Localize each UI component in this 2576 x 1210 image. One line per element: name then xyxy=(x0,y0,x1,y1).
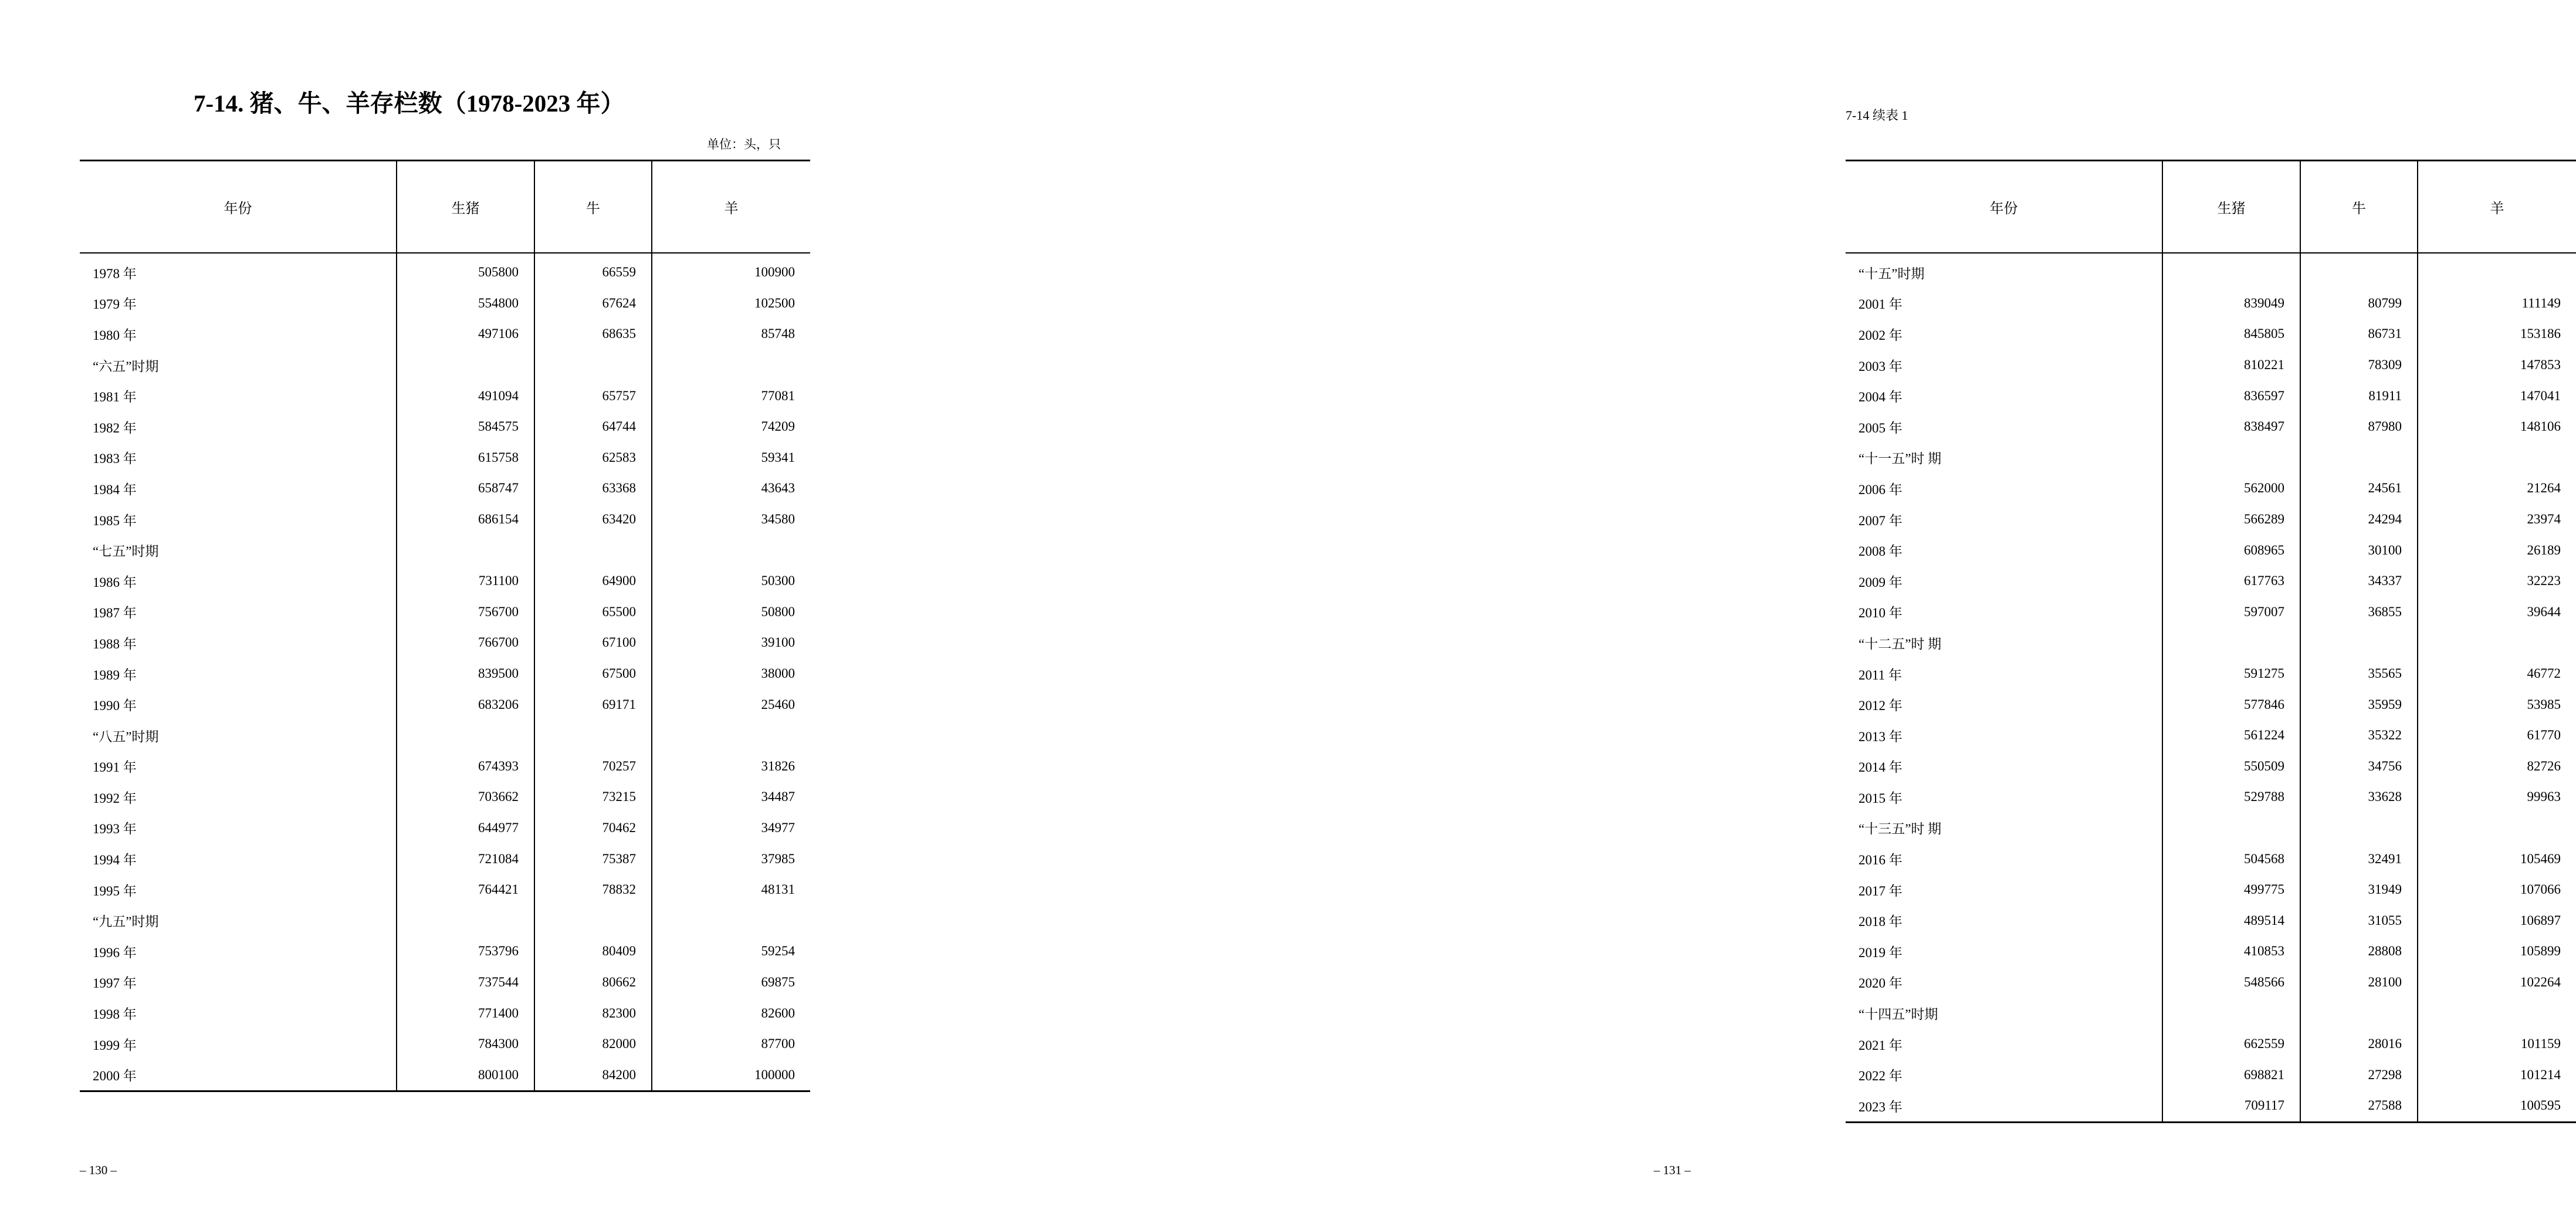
cell-year: 1989 年 xyxy=(93,667,137,682)
table-row xyxy=(80,936,810,967)
cell-sheep: 100900 xyxy=(652,253,810,288)
column-header-cow: 牛 xyxy=(2300,161,2418,254)
cell-year: 2002 年 xyxy=(1859,327,1903,343)
cell-pig: 489514 xyxy=(2162,905,2300,936)
cell-year: 2009 年 xyxy=(1859,574,1903,590)
column-header-sheep: 羊 xyxy=(2418,161,2576,254)
cell-year: 1993 年 xyxy=(93,822,137,837)
cell-year: 1980 年 xyxy=(93,327,137,343)
cell-cow xyxy=(2300,813,2418,844)
cell-sheep: 23974 xyxy=(2418,504,2576,535)
table-row xyxy=(80,504,810,535)
cell-pig: 810221 xyxy=(2162,350,2300,381)
cell-year: “九五”时期 xyxy=(93,914,159,930)
cell-pig xyxy=(397,905,534,936)
cell-cow: 67500 xyxy=(534,658,652,690)
table-row xyxy=(1846,843,2576,874)
cell-sheep: 100000 xyxy=(652,1059,810,1091)
cell-sheep xyxy=(2418,253,2576,288)
table-row xyxy=(80,998,810,1029)
table-row xyxy=(80,535,810,566)
cell-pig: 686154 xyxy=(397,504,534,535)
cell-year: 1994 年 xyxy=(93,853,137,868)
cell-pig xyxy=(2162,813,2300,844)
cell-pig: 709117 xyxy=(2162,1090,2300,1122)
cell-year: 1996 年 xyxy=(93,945,137,960)
cell-year: 1985 年 xyxy=(93,513,137,528)
cell-sheep: 100595 xyxy=(2418,1090,2576,1122)
cell-pig: 591275 xyxy=(2162,658,2300,690)
cell-cow: 28100 xyxy=(2300,967,2418,998)
cell-pig: 410853 xyxy=(2162,936,2300,967)
table-row xyxy=(80,253,810,288)
cell-pig: 491094 xyxy=(397,380,534,411)
cell-year: 1987 年 xyxy=(93,606,137,621)
cell-sheep xyxy=(2418,442,2576,474)
cell-sheep xyxy=(652,905,810,936)
cell-cow: 75387 xyxy=(534,843,652,874)
cell-pig: 550509 xyxy=(2162,751,2300,782)
table-row xyxy=(1846,442,2576,474)
table-row xyxy=(1846,411,2576,442)
cell-cow: 80662 xyxy=(534,967,652,998)
cell-pig: 737544 xyxy=(397,967,534,998)
cell-cow xyxy=(2300,442,2418,474)
cell-pig: 683206 xyxy=(397,689,534,720)
cell-sheep: 37985 xyxy=(652,843,810,874)
cell-pig: 721084 xyxy=(397,843,534,874)
cell-sheep: 61770 xyxy=(2418,720,2576,751)
cell-year: “六五”时期 xyxy=(93,359,159,374)
cell-sheep: 153186 xyxy=(2418,319,2576,350)
column-header-sheep: 羊 xyxy=(652,161,810,254)
cell-sheep: 105899 xyxy=(2418,936,2576,967)
table-row xyxy=(1846,874,2576,905)
column-header-pig: 生猪 xyxy=(2162,161,2300,254)
cell-cow: 30100 xyxy=(2300,535,2418,566)
cell-cow: 36855 xyxy=(2300,597,2418,628)
table-row xyxy=(1846,905,2576,936)
cell-pig xyxy=(397,720,534,751)
cell-cow: 34337 xyxy=(2300,566,2418,597)
column-header-year: 年份 xyxy=(80,161,397,254)
cell-year: 1984 年 xyxy=(93,482,137,497)
cell-pig: 577846 xyxy=(2162,689,2300,720)
cell-cow: 33628 xyxy=(2300,782,2418,813)
cell-cow: 27588 xyxy=(2300,1090,2418,1122)
cell-pig xyxy=(2162,627,2300,658)
cell-cow xyxy=(2300,627,2418,658)
cell-sheep: 147853 xyxy=(2418,350,2576,381)
cell-pig: 836597 xyxy=(2162,380,2300,411)
table-row xyxy=(1846,1059,2576,1090)
table-row xyxy=(1846,319,2576,350)
cell-sheep xyxy=(2418,813,2576,844)
right-page xyxy=(885,0,2561,1210)
cell-sheep: 148106 xyxy=(2418,411,2576,442)
table-row xyxy=(1846,473,2576,504)
cell-pig xyxy=(2162,253,2300,288)
cell-pig: 839500 xyxy=(397,658,534,690)
table-body-left xyxy=(80,253,810,1091)
cell-cow: 67100 xyxy=(534,627,652,658)
cell-year: 1998 年 xyxy=(93,1007,137,1022)
cell-cow: 82300 xyxy=(534,998,652,1029)
cell-sheep: 34580 xyxy=(652,504,810,535)
table-row xyxy=(80,350,810,381)
cell-cow: 64744 xyxy=(534,411,652,442)
cell-sheep: 69875 xyxy=(652,967,810,998)
cell-year: “十三五”时 期 xyxy=(1859,822,1942,837)
cell-pig: 504568 xyxy=(2162,843,2300,874)
table-row xyxy=(1846,689,2576,720)
livestock-table-left xyxy=(80,160,810,1092)
cell-pig xyxy=(397,350,534,381)
cell-sheep: 43643 xyxy=(652,473,810,504)
table-row xyxy=(1846,627,2576,658)
table-header-row xyxy=(80,161,810,254)
table-row xyxy=(1846,1090,2576,1122)
cell-year: 2007 年 xyxy=(1859,513,1903,528)
cell-pig: 644977 xyxy=(397,813,534,844)
cell-sheep: 38000 xyxy=(652,658,810,690)
cell-sheep: 85748 xyxy=(652,319,810,350)
cell-sheep: 111149 xyxy=(2418,288,2576,319)
table-row xyxy=(1846,998,2576,1029)
cell-sheep: 59254 xyxy=(652,936,810,967)
cell-year: “十二五”时 期 xyxy=(1859,636,1942,651)
table-row xyxy=(1846,535,2576,566)
cell-pig: 764421 xyxy=(397,874,534,905)
cell-cow: 62583 xyxy=(534,442,652,474)
cell-sheep: 87700 xyxy=(652,1029,810,1060)
cell-cow: 31055 xyxy=(2300,905,2418,936)
cell-cow: 28808 xyxy=(2300,936,2418,967)
cell-pig: 548566 xyxy=(2162,967,2300,998)
cell-sheep: 31826 xyxy=(652,751,810,782)
cell-pig: 499775 xyxy=(2162,874,2300,905)
cell-year: 1978 年 xyxy=(93,266,137,281)
cell-pig: 505800 xyxy=(397,253,534,288)
cell-year: 2023 年 xyxy=(1846,1090,2162,1122)
cell-cow: 80409 xyxy=(534,936,652,967)
cell-sheep: 34977 xyxy=(652,813,810,844)
table-row xyxy=(80,319,810,350)
cell-year: “十五”时期 xyxy=(1859,266,1925,281)
cell-year: 2020 年 xyxy=(1859,976,1903,991)
cell-pig: 771400 xyxy=(397,998,534,1029)
cell-year: 2004 年 xyxy=(1859,390,1903,405)
table-row xyxy=(80,720,810,751)
cell-pig: 584575 xyxy=(397,411,534,442)
table-row xyxy=(1846,782,2576,813)
table-row xyxy=(1846,751,2576,782)
cell-sheep xyxy=(652,720,810,751)
cell-cow: 24294 xyxy=(2300,504,2418,535)
cell-pig: 497106 xyxy=(397,319,534,350)
cell-sheep: 101159 xyxy=(2418,1029,2576,1060)
left-page xyxy=(0,0,885,1210)
continued-table-label: 7-14 续表 1 xyxy=(1846,108,1908,123)
cell-sheep: 102500 xyxy=(652,288,810,319)
cell-pig: 800100 xyxy=(397,1059,534,1091)
cell-year: 1995 年 xyxy=(93,883,137,898)
cell-cow: 73215 xyxy=(534,782,652,813)
table-row xyxy=(1846,597,2576,628)
cell-year: “八五”时期 xyxy=(93,729,159,744)
cell-cow: 86731 xyxy=(2300,319,2418,350)
cell-cow: 70462 xyxy=(534,813,652,844)
cell-pig: 674393 xyxy=(397,751,534,782)
cell-year: 2012 年 xyxy=(1859,698,1903,714)
page-folio-right: – 131 – xyxy=(1654,1163,1691,1177)
table-row xyxy=(80,905,810,936)
cell-pig: 562000 xyxy=(2162,473,2300,504)
cell-cow: 78309 xyxy=(2300,350,2418,381)
cell-pig: 608965 xyxy=(2162,535,2300,566)
cell-cow: 24561 xyxy=(2300,473,2418,504)
cell-sheep: 39644 xyxy=(2418,597,2576,628)
cell-pig: 766700 xyxy=(397,627,534,658)
cell-year: “十一五”时 期 xyxy=(1859,451,1942,467)
cell-sheep: 77081 xyxy=(652,380,810,411)
cell-year: 2003 年 xyxy=(1859,359,1903,374)
cell-year: 1979 年 xyxy=(93,297,137,312)
cell-year: 1999 年 xyxy=(93,1037,137,1053)
cell-sheep: 50800 xyxy=(652,597,810,628)
table-row xyxy=(1846,967,2576,998)
table-row xyxy=(1846,658,2576,690)
cell-cow xyxy=(534,905,652,936)
cell-cow: 80799 xyxy=(2300,288,2418,319)
cell-year: 1982 年 xyxy=(93,420,137,435)
cell-sheep: 59341 xyxy=(652,442,810,474)
cell-cow: 81911 xyxy=(2300,380,2418,411)
table-row xyxy=(80,1029,810,1060)
cell-cow: 34756 xyxy=(2300,751,2418,782)
cell-year: 1986 年 xyxy=(93,574,137,590)
cell-year: 2001 年 xyxy=(1859,297,1903,312)
cell-sheep: 107066 xyxy=(2418,874,2576,905)
cell-pig: 566289 xyxy=(2162,504,2300,535)
cell-cow: 63420 xyxy=(534,504,652,535)
cell-cow: 35959 xyxy=(2300,689,2418,720)
cell-cow: 66559 xyxy=(534,253,652,288)
cell-cow xyxy=(2300,998,2418,1029)
table-row xyxy=(1846,253,2576,288)
cell-year: 2021 年 xyxy=(1859,1037,1903,1053)
cell-cow: 35565 xyxy=(2300,658,2418,690)
cell-cow: 67624 xyxy=(534,288,652,319)
cell-cow: 82000 xyxy=(534,1029,652,1060)
cell-sheep: 147041 xyxy=(2418,380,2576,411)
table-row xyxy=(1846,350,2576,381)
cell-sheep xyxy=(2418,627,2576,658)
cell-year: 2005 年 xyxy=(1859,420,1903,435)
table-row xyxy=(80,967,810,998)
cell-sheep: 82726 xyxy=(2418,751,2576,782)
cell-pig xyxy=(2162,998,2300,1029)
table-row xyxy=(1846,504,2576,535)
cell-cow xyxy=(534,350,652,381)
table-row xyxy=(80,473,810,504)
cell-sheep: 21264 xyxy=(2418,473,2576,504)
cell-cow: 65757 xyxy=(534,380,652,411)
cell-sheep: 106897 xyxy=(2418,905,2576,936)
cell-cow: 84200 xyxy=(534,1059,652,1091)
table-row xyxy=(80,782,810,813)
cell-pig: 561224 xyxy=(2162,720,2300,751)
cell-pig: 839049 xyxy=(2162,288,2300,319)
cell-pig: 615758 xyxy=(397,442,534,474)
cell-sheep: 48131 xyxy=(652,874,810,905)
cell-pig xyxy=(397,535,534,566)
cell-cow: 64900 xyxy=(534,566,652,597)
cell-pig: 617763 xyxy=(2162,566,2300,597)
cell-pig: 662559 xyxy=(2162,1029,2300,1060)
cell-sheep: 53985 xyxy=(2418,689,2576,720)
table-row xyxy=(80,597,810,628)
cell-year: 2013 年 xyxy=(1859,729,1903,744)
table-row xyxy=(1846,1029,2576,1060)
cell-pig: 753796 xyxy=(397,936,534,967)
table-row xyxy=(80,689,810,720)
cell-year: 1981 年 xyxy=(93,390,137,405)
cell-year: 2016 年 xyxy=(1859,853,1903,868)
cell-year: 2019 年 xyxy=(1859,945,1903,960)
column-header-cow: 牛 xyxy=(534,161,652,254)
cell-cow: 32491 xyxy=(2300,843,2418,874)
livestock-table-right xyxy=(1846,160,2576,1123)
table-row xyxy=(80,658,810,690)
cell-year: 1988 年 xyxy=(93,636,137,651)
cell-year: 2018 年 xyxy=(1859,914,1903,930)
table-row xyxy=(1846,813,2576,844)
cell-cow: 65500 xyxy=(534,597,652,628)
cell-year: “七五”时期 xyxy=(93,544,159,559)
cell-cow xyxy=(534,535,652,566)
cell-pig: 554800 xyxy=(397,288,534,319)
cell-sheep: 50300 xyxy=(652,566,810,597)
cell-sheep: 26189 xyxy=(2418,535,2576,566)
cell-year: 2015 年 xyxy=(1859,790,1903,806)
cell-cow: 78832 xyxy=(534,874,652,905)
cell-cow: 35322 xyxy=(2300,720,2418,751)
cell-year: 2014 年 xyxy=(1859,760,1903,775)
cell-pig xyxy=(2162,442,2300,474)
cell-cow: 63368 xyxy=(534,473,652,504)
cell-sheep: 99963 xyxy=(2418,782,2576,813)
cell-year: 2000 年 xyxy=(80,1059,397,1091)
table-row xyxy=(1846,720,2576,751)
table-body-right xyxy=(1846,253,2576,1122)
cell-year: 2022 年 xyxy=(1859,1069,1903,1084)
table-row xyxy=(1846,288,2576,319)
cell-sheep xyxy=(2418,998,2576,1029)
cell-pig: 731100 xyxy=(397,566,534,597)
cell-pig: 845805 xyxy=(2162,319,2300,350)
cell-sheep: 102264 xyxy=(2418,967,2576,998)
cell-sheep: 105469 xyxy=(2418,843,2576,874)
cell-cow: 87980 xyxy=(2300,411,2418,442)
cell-year: 2008 年 xyxy=(1859,544,1903,559)
cell-year: 2011 年 xyxy=(1859,667,1902,682)
cell-year: 1991 年 xyxy=(93,760,137,775)
cell-sheep xyxy=(652,535,810,566)
cell-sheep: 101214 xyxy=(2418,1059,2576,1090)
table-row xyxy=(80,566,810,597)
table-row xyxy=(80,627,810,658)
cell-cow: 28016 xyxy=(2300,1029,2418,1060)
cell-pig: 529788 xyxy=(2162,782,2300,813)
table-row xyxy=(80,288,810,319)
cell-cow xyxy=(2300,253,2418,288)
cell-cow: 27298 xyxy=(2300,1059,2418,1090)
cell-sheep: 25460 xyxy=(652,689,810,720)
cell-sheep: 32223 xyxy=(2418,566,2576,597)
table-row xyxy=(80,411,810,442)
cell-year: 2010 年 xyxy=(1859,606,1903,621)
cell-pig: 784300 xyxy=(397,1029,534,1060)
cell-year: 1990 年 xyxy=(93,698,137,714)
table-row xyxy=(80,751,810,782)
page-title: 7-14. 猪、牛、羊存栏数（1978-2023 年） xyxy=(194,90,625,117)
table-row xyxy=(80,813,810,844)
cell-pig: 838497 xyxy=(2162,411,2300,442)
page-folio-left: – 130 – xyxy=(80,1163,117,1177)
cell-sheep: 82600 xyxy=(652,998,810,1029)
unit-note: 单位：头，只 xyxy=(707,137,781,151)
cell-sheep: 74209 xyxy=(652,411,810,442)
table-row xyxy=(1846,380,2576,411)
cell-year: 1992 年 xyxy=(93,790,137,806)
cell-pig: 658747 xyxy=(397,473,534,504)
table-row xyxy=(80,1059,810,1091)
table-row xyxy=(1846,566,2576,597)
cell-pig: 756700 xyxy=(397,597,534,628)
cell-pig: 703662 xyxy=(397,782,534,813)
cell-sheep: 34487 xyxy=(652,782,810,813)
column-header-year: 年份 xyxy=(1846,161,2162,254)
table-row xyxy=(80,442,810,474)
table-row xyxy=(80,874,810,905)
table-row xyxy=(80,843,810,874)
cell-pig: 597007 xyxy=(2162,597,2300,628)
cell-sheep: 46772 xyxy=(2418,658,2576,690)
cell-sheep xyxy=(652,350,810,381)
cell-year: 2006 年 xyxy=(1859,482,1903,497)
cell-cow: 68635 xyxy=(534,319,652,350)
cell-year: 1983 年 xyxy=(93,451,137,467)
cell-year: “十四五”时期 xyxy=(1859,1007,1938,1022)
cell-pig: 698821 xyxy=(2162,1059,2300,1090)
cell-sheep: 39100 xyxy=(652,627,810,658)
cell-year: 1997 年 xyxy=(93,976,137,991)
cell-year: 2017 年 xyxy=(1859,883,1903,898)
table-row xyxy=(1846,936,2576,967)
column-header-pig: 生猪 xyxy=(397,161,534,254)
table-header-row xyxy=(1846,161,2576,254)
cell-cow: 69171 xyxy=(534,689,652,720)
cell-cow xyxy=(534,720,652,751)
table-row xyxy=(80,380,810,411)
cell-cow: 31949 xyxy=(2300,874,2418,905)
cell-cow: 70257 xyxy=(534,751,652,782)
